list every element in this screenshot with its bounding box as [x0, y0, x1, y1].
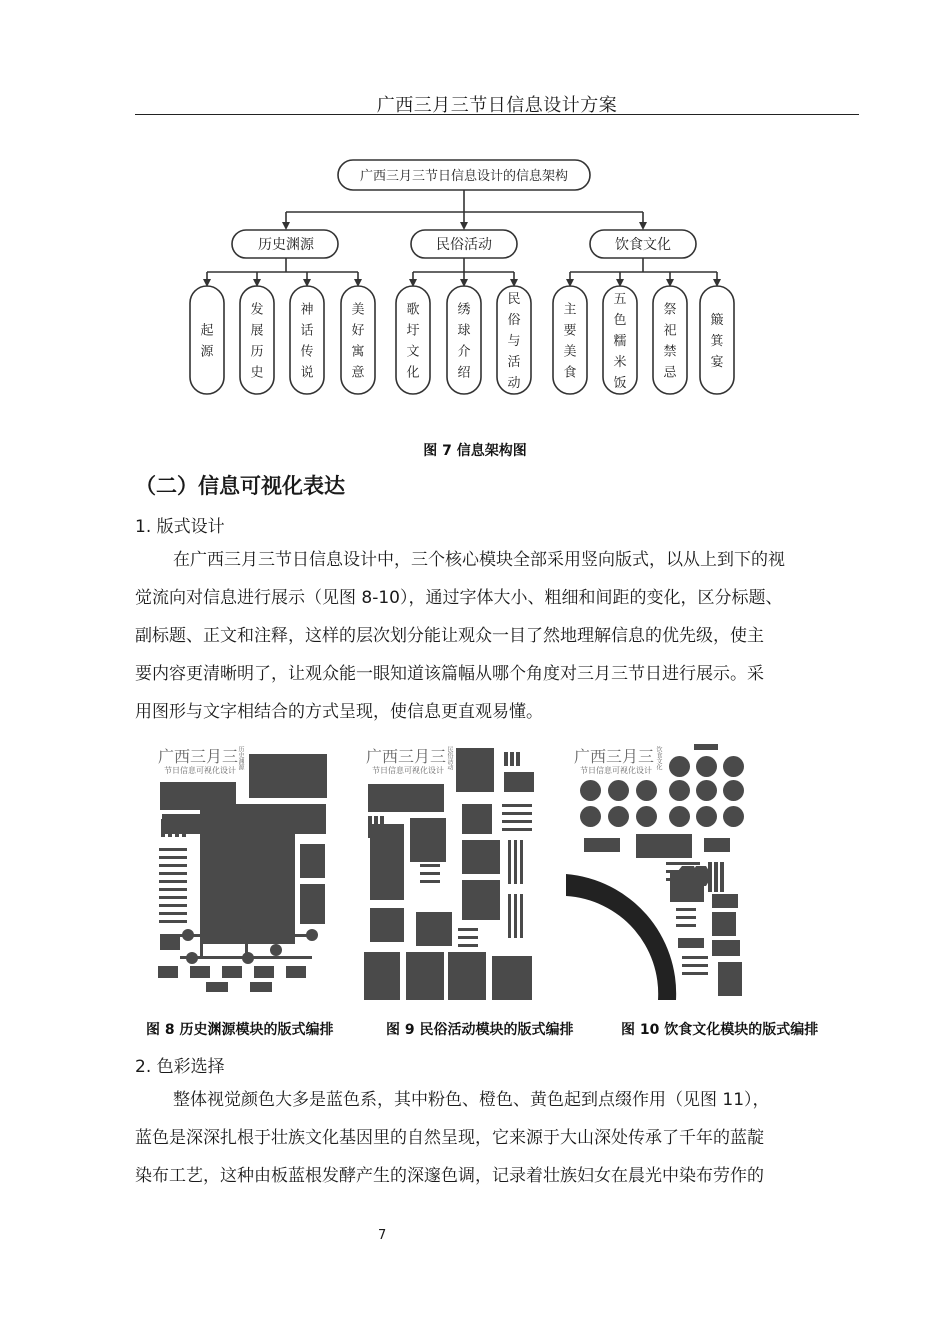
- paragraph-line: 整体视觉颜色大多是蓝色系，其中粉色、橙色、黄色起到点缀作用（见图 11），: [173, 1090, 770, 1110]
- leaf-node-label: 神话传说: [300, 302, 314, 381]
- page-number: 7: [378, 1228, 387, 1243]
- leaf-node-label: 簸箕宴: [710, 313, 724, 370]
- thumb-title: 广西三月三: [366, 747, 447, 766]
- paragraph-line: 染布工艺，这种由板蓝根发酵产生的深邃色调，记录着壮族妇女在晨光中染布劳作的: [135, 1166, 764, 1186]
- paragraph-line: 要内容更清晰明了，让观众能一眼知道该篇幅从哪个角度对三月三节日进行展示。采: [135, 664, 764, 684]
- thumb-subtitle: 节日信息可视化设计: [580, 766, 652, 775]
- subsection-heading-layout: 1. 版式设计: [135, 517, 225, 537]
- thumb-tag: 饮食文化: [655, 746, 662, 770]
- thumb-tag: 历史渊源: [237, 746, 244, 770]
- section-heading: （二）信息可视化表达: [135, 474, 345, 498]
- group-label-folk: 民俗活动: [436, 237, 492, 253]
- leaf-node-label: 美好寓意: [351, 302, 365, 381]
- thumb-tag: 民俗活动: [446, 746, 453, 770]
- thumb-subtitle: 节日信息可视化设计: [372, 766, 444, 775]
- leaf-node-label: 发展历史: [250, 302, 264, 381]
- figure8-caption: 图 8 历史渊源模块的版式编排: [146, 1022, 334, 1038]
- running-header: 广西三月三节日信息设计方案: [376, 95, 618, 116]
- leaf-node-label: 起源: [200, 323, 214, 360]
- leaf-node-label: 主要美食: [563, 302, 577, 381]
- information-architecture-diagram: [0, 0, 950, 420]
- thumb-title: 广西三月三: [574, 747, 655, 766]
- figure9-caption: 图 9 民俗活动模块的版式编排: [386, 1022, 574, 1038]
- leaf-node-label: 绣球介绍: [457, 302, 471, 381]
- leaf-node-label: 歌圩文化: [406, 302, 420, 381]
- paragraph-layout: [135, 541, 859, 731]
- paragraph-line: 觉流向对信息进行展示（见图 8-10），通过字体大小、粗细和间距的变化，区分标题、: [135, 588, 783, 608]
- thumb-title: 广西三月三: [158, 747, 239, 766]
- paragraph-color: [135, 1081, 859, 1195]
- thumb-subtitle: 节日信息可视化设计: [164, 766, 236, 775]
- paragraph-line: 用图形与文字相结合的方式呈现，使信息更直观易懂。: [135, 702, 543, 722]
- paragraph-line: 在广西三月三节日信息设计中，三个核心模块全部采用竖向版式，以从上到下的视: [173, 550, 785, 570]
- group-label-history: 历史渊源: [258, 237, 314, 253]
- figure10-layout-thumbnail: [566, 744, 751, 1000]
- figure10-caption: 图 10 饮食文化模块的版式编排: [621, 1022, 819, 1038]
- leaf-node-label: 民俗与活动: [507, 292, 521, 391]
- paragraph-line: 蓝色是深深扎根于壮族文化基因里的自然呈现，它来源于大山深处传承了千年的蓝靛: [135, 1128, 764, 1148]
- ring-graphic: [566, 744, 751, 1000]
- leaf-node-label: 祭祀禁忌: [663, 302, 677, 381]
- root-node-label: 广西三月三节日信息设计的信息架构: [359, 169, 569, 184]
- paragraph-line: 副标题、正文和注释，这样的层次划分能让观众一目了然地理解信息的优先级，使主: [135, 626, 764, 646]
- leaf-node-label: 五色糯米饭: [613, 292, 627, 391]
- figure9-layout-thumbnail: [358, 744, 543, 1000]
- subsection-heading-color: 2. 色彩选择: [135, 1057, 225, 1077]
- group-label-food: 饮食文化: [615, 237, 671, 253]
- figure8-layout-thumbnail: [150, 744, 335, 1000]
- figure7-caption: 图 7 信息架构图: [423, 443, 527, 459]
